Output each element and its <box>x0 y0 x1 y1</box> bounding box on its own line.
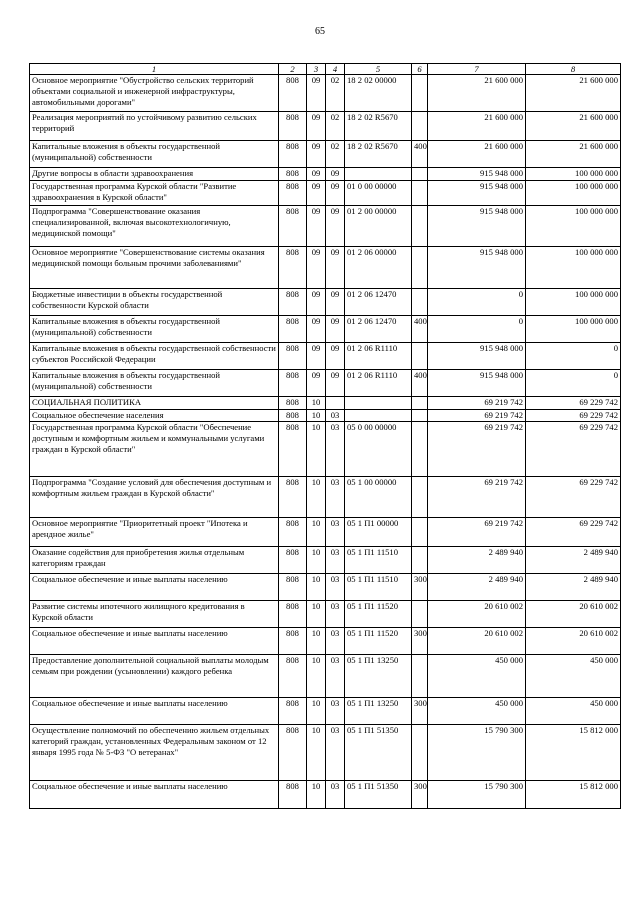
section-cell: 10 <box>307 601 326 628</box>
row-name-cell: Государственная программа Курской области "Развитие здравоохранения в Курской области" <box>30 181 279 206</box>
target-article-cell: 18 2 02 R5670 <box>345 141 412 168</box>
subsection-cell: 09 <box>326 316 345 343</box>
subsection-cell: 09 <box>326 247 345 289</box>
amount-year1-cell: 915 948 000 <box>428 247 526 289</box>
amount-year1-cell: 21 600 000 <box>428 141 526 168</box>
ministry-code-cell: 808 <box>279 574 307 601</box>
table-row <box>30 655 621 698</box>
amount-year2-cell: 69 229 742 <box>526 477 621 518</box>
subsection-cell: 03 <box>326 628 345 655</box>
row-name-cell: Бюджетные инвестиции в объекты государственной собственности Курской области <box>30 289 279 316</box>
expense-type-cell <box>412 518 428 547</box>
column-header: 6 <box>412 64 428 75</box>
subsection-cell: 09 <box>326 343 345 370</box>
row-name-cell: Капитальные вложения в объекты государственной собственности субъектов Российской Федерации <box>30 343 279 370</box>
table-row <box>30 206 621 247</box>
expense-type-cell: 300 <box>412 574 428 601</box>
row-name-cell: Подпрограмма "Совершенствование оказания специализированной, включая высокотехнологичную, медицинской помощи" <box>30 206 279 247</box>
amount-year1-cell: 15 790 300 <box>428 781 526 809</box>
ministry-code-cell: 808 <box>279 206 307 247</box>
expense-type-cell <box>412 655 428 698</box>
section-cell: 10 <box>307 725 326 781</box>
budget-table <box>29 63 621 809</box>
amount-year2-cell: 0 <box>526 343 621 370</box>
row-name-cell: Социальное обеспечение и иные выплаты населению <box>30 698 279 725</box>
section-cell: 09 <box>307 206 326 247</box>
table-row <box>30 518 621 547</box>
table-row <box>30 168 621 181</box>
amount-year1-cell: 69 219 742 <box>428 397 526 410</box>
target-article-cell: 05 0 00 00000 <box>345 422 412 477</box>
ministry-code-cell: 808 <box>279 781 307 809</box>
section-cell: 10 <box>307 698 326 725</box>
ministry-code-cell: 808 <box>279 112 307 141</box>
expense-type-cell: 300 <box>412 781 428 809</box>
subsection-cell: 03 <box>326 601 345 628</box>
row-name-cell: Оказание содействия для приобретения жилья отдельным категориям граждан <box>30 547 279 574</box>
amount-year1-cell: 69 219 742 <box>428 410 526 422</box>
expense-type-cell <box>412 410 428 422</box>
section-cell: 10 <box>307 574 326 601</box>
ministry-code-cell: 808 <box>279 628 307 655</box>
amount-year2-cell: 15 812 000 <box>526 725 621 781</box>
row-name-cell: СОЦИАЛЬНАЯ ПОЛИТИКА <box>30 397 279 410</box>
target-article-cell: 05 1 П1 11520 <box>345 601 412 628</box>
expense-type-cell <box>412 289 428 316</box>
row-name-cell: Предоставление дополнительной социальной выплаты молодым семьям при рождении (усыновлении) каждого ребенка <box>30 655 279 698</box>
subsection-cell: 03 <box>326 725 345 781</box>
table-row <box>30 698 621 725</box>
ministry-code-cell: 808 <box>279 422 307 477</box>
amount-year1-cell: 20 610 002 <box>428 601 526 628</box>
expense-type-cell <box>412 206 428 247</box>
ministry-code-cell: 808 <box>279 168 307 181</box>
section-cell: 10 <box>307 397 326 410</box>
target-article-cell: 05 1 П1 11510 <box>345 547 412 574</box>
ministry-code-cell: 808 <box>279 316 307 343</box>
ministry-code-cell: 808 <box>279 75 307 112</box>
section-cell: 09 <box>307 141 326 168</box>
row-name-cell: Реализация мероприятий по устойчивому развитию сельских территорий <box>30 112 279 141</box>
column-header: 3 <box>307 64 326 75</box>
section-cell: 09 <box>307 247 326 289</box>
amount-year1-cell: 915 948 000 <box>428 168 526 181</box>
table-row <box>30 422 621 477</box>
table-row <box>30 316 621 343</box>
column-header: 5 <box>345 64 412 75</box>
table-header-row <box>30 64 621 75</box>
section-cell: 10 <box>307 422 326 477</box>
target-article-cell: 01 0 00 00000 <box>345 181 412 206</box>
table-row <box>30 343 621 370</box>
amount-year2-cell: 20 610 002 <box>526 601 621 628</box>
table-row <box>30 370 621 397</box>
amount-year1-cell: 69 219 742 <box>428 477 526 518</box>
row-name-cell: Основное мероприятие "Обустройство сельских территорий объектами социальной и инженерной инфраструктуры, автомобильными дорогами" <box>30 75 279 112</box>
amount-year2-cell: 69 229 742 <box>526 518 621 547</box>
amount-year1-cell: 20 610 002 <box>428 628 526 655</box>
target-article-cell <box>345 168 412 181</box>
table-row <box>30 75 621 112</box>
amount-year1-cell: 915 948 000 <box>428 181 526 206</box>
subsection-cell: 03 <box>326 655 345 698</box>
subsection-cell: 02 <box>326 112 345 141</box>
row-name-cell: Социальное обеспечение и иные выплаты населению <box>30 574 279 601</box>
ministry-code-cell: 808 <box>279 547 307 574</box>
expense-type-cell: 300 <box>412 628 428 655</box>
section-cell: 10 <box>307 477 326 518</box>
amount-year1-cell: 915 948 000 <box>428 370 526 397</box>
amount-year1-cell: 15 790 300 <box>428 725 526 781</box>
subsection-cell: 09 <box>326 370 345 397</box>
ministry-code-cell: 808 <box>279 370 307 397</box>
ministry-code-cell: 808 <box>279 601 307 628</box>
subsection-cell: 03 <box>326 547 345 574</box>
amount-year2-cell: 15 812 000 <box>526 781 621 809</box>
subsection-cell: 09 <box>326 206 345 247</box>
section-cell: 10 <box>307 410 326 422</box>
target-article-cell: 05 1 П1 00000 <box>345 518 412 547</box>
ministry-code-cell: 808 <box>279 181 307 206</box>
row-name-cell: Осуществление полномочий по обеспечению жильем отдельных категорий граждан, установленных Федеральным законом от 12 января 1995 года № 5-ФЗ "О ветеранах" <box>30 725 279 781</box>
ministry-code-cell: 808 <box>279 289 307 316</box>
table-row <box>30 601 621 628</box>
expense-type-cell <box>412 601 428 628</box>
row-name-cell: Социальное обеспечение и иные выплаты населению <box>30 628 279 655</box>
target-article-cell: 01 2 06 R1110 <box>345 343 412 370</box>
amount-year2-cell: 20 610 002 <box>526 628 621 655</box>
section-cell: 10 <box>307 655 326 698</box>
amount-year2-cell: 100 000 000 <box>526 289 621 316</box>
table-row <box>30 141 621 168</box>
amount-year1-cell: 21 600 000 <box>428 75 526 112</box>
subsection-cell: 09 <box>326 181 345 206</box>
amount-year1-cell: 0 <box>428 316 526 343</box>
ministry-code-cell: 808 <box>279 518 307 547</box>
page-number: 65 <box>315 26 325 37</box>
target-article-cell: 01 2 00 00000 <box>345 206 412 247</box>
table-row <box>30 725 621 781</box>
row-name-cell: Другие вопросы в области здравоохранения <box>30 168 279 181</box>
row-name-cell: Государственная программа Курской области "Обеспечение доступным и комфортным жильем и коммунальными услугами граждан в Курской области" <box>30 422 279 477</box>
target-article-cell: 05 1 П1 11510 <box>345 574 412 601</box>
row-name-cell: Основное мероприятие "Совершенствование системы оказания медицинской помощи больным прочими заболеваниями" <box>30 247 279 289</box>
amount-year2-cell: 2 489 940 <box>526 574 621 601</box>
table-row <box>30 574 621 601</box>
target-article-cell: 01 2 06 R1110 <box>345 370 412 397</box>
subsection-cell: 03 <box>326 518 345 547</box>
amount-year2-cell: 100 000 000 <box>526 181 621 206</box>
row-name-cell: Капитальные вложения в объекты государственной (муниципальной) собственности <box>30 316 279 343</box>
ministry-code-cell: 808 <box>279 343 307 370</box>
row-name-cell: Капитальные вложения в объекты государственной (муниципальной) собственности <box>30 370 279 397</box>
expense-type-cell <box>412 422 428 477</box>
ministry-code-cell: 808 <box>279 477 307 518</box>
table-row <box>30 410 621 422</box>
amount-year1-cell: 69 219 742 <box>428 422 526 477</box>
amount-year1-cell: 915 948 000 <box>428 206 526 247</box>
section-cell: 09 <box>307 75 326 112</box>
expense-type-cell <box>412 725 428 781</box>
section-cell: 09 <box>307 168 326 181</box>
subsection-cell: 03 <box>326 477 345 518</box>
amount-year2-cell: 100 000 000 <box>526 247 621 289</box>
target-article-cell <box>345 410 412 422</box>
ministry-code-cell: 808 <box>279 655 307 698</box>
expense-type-cell <box>412 168 428 181</box>
amount-year2-cell: 450 000 <box>526 655 621 698</box>
amount-year2-cell: 450 000 <box>526 698 621 725</box>
amount-year2-cell: 100 000 000 <box>526 316 621 343</box>
section-cell: 09 <box>307 112 326 141</box>
row-name-cell: Подпрограмма "Создание условий для обеспечения доступным и комфортным жильем граждан в Курской области" <box>30 477 279 518</box>
subsection-cell: 03 <box>326 422 345 477</box>
target-article-cell: 05 1 П1 13250 <box>345 698 412 725</box>
ministry-code-cell: 808 <box>279 698 307 725</box>
ministry-code-cell: 808 <box>279 397 307 410</box>
row-name-cell: Социальное обеспечение населения <box>30 410 279 422</box>
table-row <box>30 397 621 410</box>
row-name-cell: Социальное обеспечение и иные выплаты населению <box>30 781 279 809</box>
target-article-cell: 05 1 П1 11520 <box>345 628 412 655</box>
amount-year1-cell: 0 <box>428 289 526 316</box>
section-cell: 09 <box>307 289 326 316</box>
target-article-cell: 01 2 06 12470 <box>345 289 412 316</box>
amount-year1-cell: 2 489 940 <box>428 574 526 601</box>
subsection-cell: 03 <box>326 781 345 809</box>
section-cell: 09 <box>307 181 326 206</box>
expense-type-cell <box>412 477 428 518</box>
amount-year1-cell: 69 219 742 <box>428 518 526 547</box>
table-row <box>30 289 621 316</box>
amount-year2-cell: 69 229 742 <box>526 397 621 410</box>
expense-type-cell <box>412 247 428 289</box>
amount-year2-cell: 21 600 000 <box>526 75 621 112</box>
row-name-cell: Основное мероприятие "Приоритетный проект "Ипотека и арендное жилье" <box>30 518 279 547</box>
table-body <box>30 75 621 809</box>
subsection-cell: 03 <box>326 698 345 725</box>
subsection-cell <box>326 397 345 410</box>
amount-year2-cell: 21 600 000 <box>526 141 621 168</box>
ministry-code-cell: 808 <box>279 410 307 422</box>
amount-year2-cell: 21 600 000 <box>526 112 621 141</box>
expense-type-cell <box>412 75 428 112</box>
row-name-cell: Развитие системы ипотечного жилищного кредитования в Курской области <box>30 601 279 628</box>
section-cell: 10 <box>307 628 326 655</box>
table-row <box>30 781 621 809</box>
table-row <box>30 628 621 655</box>
target-article-cell: 05 1 П1 51350 <box>345 725 412 781</box>
target-article-cell <box>345 397 412 410</box>
amount-year2-cell: 69 229 742 <box>526 410 621 422</box>
subsection-cell: 02 <box>326 75 345 112</box>
target-article-cell: 18 2 02 00000 <box>345 75 412 112</box>
subsection-cell: 02 <box>326 141 345 168</box>
amount-year2-cell: 0 <box>526 370 621 397</box>
amount-year1-cell: 450 000 <box>428 655 526 698</box>
amount-year2-cell: 69 229 742 <box>526 422 621 477</box>
amount-year2-cell: 100 000 000 <box>526 168 621 181</box>
amount-year2-cell: 100 000 000 <box>526 206 621 247</box>
target-article-cell: 05 1 00 00000 <box>345 477 412 518</box>
expense-type-cell <box>412 181 428 206</box>
amount-year2-cell: 2 489 940 <box>526 547 621 574</box>
column-header: 4 <box>326 64 345 75</box>
subsection-cell: 09 <box>326 289 345 316</box>
section-cell: 10 <box>307 781 326 809</box>
column-header: 8 <box>526 64 621 75</box>
expense-type-cell: 300 <box>412 698 428 725</box>
expense-type-cell <box>412 397 428 410</box>
expense-type-cell <box>412 547 428 574</box>
ministry-code-cell: 808 <box>279 141 307 168</box>
expense-type-cell <box>412 343 428 370</box>
table-row <box>30 477 621 518</box>
target-article-cell: 18 2 02 R5670 <box>345 112 412 141</box>
section-cell: 09 <box>307 316 326 343</box>
subsection-cell: 03 <box>326 410 345 422</box>
column-header: 7 <box>428 64 526 75</box>
target-article-cell: 01 2 06 00000 <box>345 247 412 289</box>
expense-type-cell: 400 <box>412 141 428 168</box>
section-cell: 10 <box>307 547 326 574</box>
section-cell: 09 <box>307 343 326 370</box>
section-cell: 10 <box>307 518 326 547</box>
subsection-cell: 03 <box>326 574 345 601</box>
target-article-cell: 05 1 П1 13250 <box>345 655 412 698</box>
column-header: 1 <box>30 64 279 75</box>
expense-type-cell: 400 <box>412 370 428 397</box>
subsection-cell: 09 <box>326 168 345 181</box>
ministry-code-cell: 808 <box>279 725 307 781</box>
row-name-cell: Капитальные вложения в объекты государственной (муниципальной) собственности <box>30 141 279 168</box>
amount-year1-cell: 2 489 940 <box>428 547 526 574</box>
target-article-cell: 05 1 П1 51350 <box>345 781 412 809</box>
ministry-code-cell: 808 <box>279 247 307 289</box>
expense-type-cell: 400 <box>412 316 428 343</box>
amount-year1-cell: 450 000 <box>428 698 526 725</box>
table-row <box>30 547 621 574</box>
amount-year1-cell: 21 600 000 <box>428 112 526 141</box>
section-cell: 09 <box>307 370 326 397</box>
table-row <box>30 112 621 141</box>
column-header: 2 <box>279 64 307 75</box>
target-article-cell: 01 2 06 12470 <box>345 316 412 343</box>
table-row <box>30 247 621 289</box>
table-row <box>30 181 621 206</box>
amount-year1-cell: 915 948 000 <box>428 343 526 370</box>
expense-type-cell <box>412 112 428 141</box>
